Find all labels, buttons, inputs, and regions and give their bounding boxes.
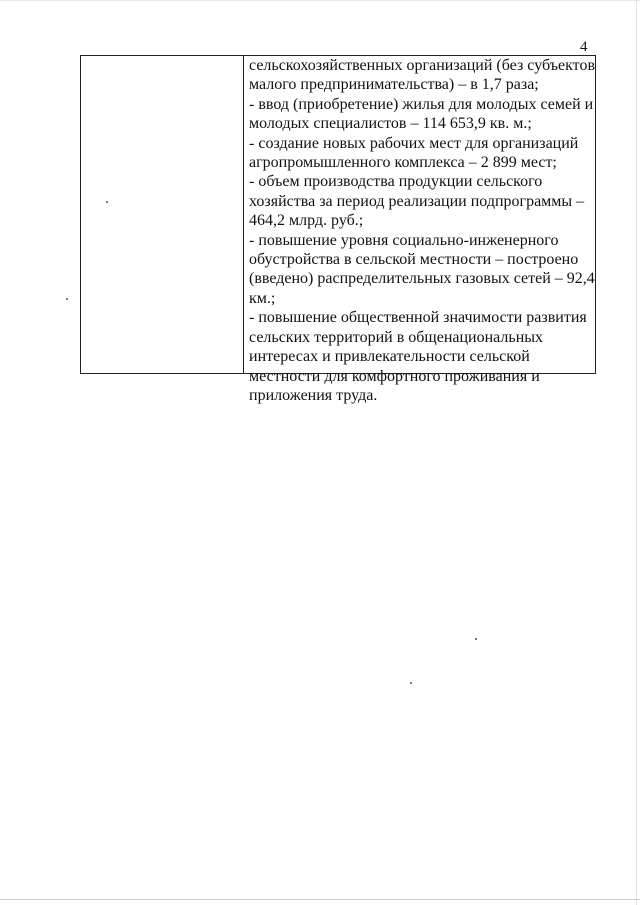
page-number: 4: [580, 39, 588, 55]
text-line: сельских территорий в общенациональных: [249, 328, 543, 346]
scan-edge-bottom: [0, 899, 640, 900]
text-line: интересах и привлекательности сельской: [249, 348, 530, 366]
scan-speck: [66, 298, 68, 300]
scan-speck: [410, 682, 412, 684]
text-line: (введено) распределительных газовых сетей – 92,4: [249, 270, 595, 288]
text-line: - повышение общественной значимости развития: [249, 309, 587, 327]
scan-edge-right: [636, 0, 637, 905]
table-right-cell: [244, 56, 595, 404]
text-line: обустройства в сельской местности – построено: [249, 251, 579, 269]
text-line: приложения труда.: [249, 386, 378, 404]
text-line: хозяйства за период реализации подпрограммы –: [249, 192, 585, 210]
text-line: молодых специалистов – 114 653,9 кв. м.;: [249, 115, 532, 133]
text-line: - объем производства продукции сельского: [249, 173, 543, 191]
text-line: местности для комфортного проживания и: [249, 367, 540, 385]
scan-speck: [475, 638, 477, 640]
text-line: км.;: [249, 289, 276, 307]
text-line: 464,2 млрд. руб.;: [249, 212, 364, 230]
text-line: - создание новых рабочих мест для организаций: [249, 134, 579, 152]
text-line: агропромышленного комплекса – 2 899 мест;: [249, 154, 557, 172]
text-line: - повышение уровня социально-инженерного: [249, 231, 559, 249]
scan-speck: [106, 201, 108, 203]
text-line: малого предпринимательства) – в 1,7 раза;: [249, 76, 539, 94]
text-line: - ввод (приобретение) жилья для молодых семей и: [249, 95, 594, 113]
document-table: [80, 55, 596, 404]
scan-edge-top: [0, 0, 640, 1]
table-left-cell: [81, 56, 244, 373]
text-line: сельскохозяйственных организаций (без субъектов: [249, 57, 595, 74]
